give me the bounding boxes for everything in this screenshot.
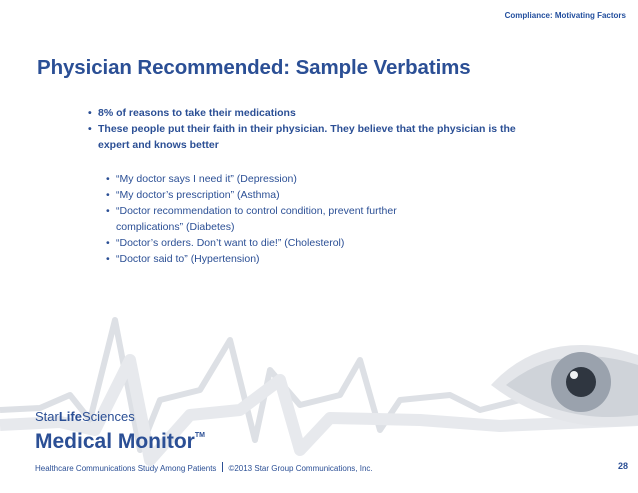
brand-product: Medical Monitor™ [35, 430, 205, 453]
section-label: Compliance: Motivating Factors [504, 11, 626, 20]
verbatim-item: • “My doctor’s prescription” (Asthma) [106, 187, 466, 203]
verbatim-list [106, 171, 466, 267]
brand-company: StarLifeSciences [35, 409, 135, 424]
eye-illustration [486, 330, 638, 430]
verbatim-item: • “Doctor said to” (Hypertension) [106, 251, 466, 267]
main-bullet: • These people put their faith in their physician. They believe that the physician is the expert and knows better [88, 121, 528, 153]
footer-study: Healthcare Communications Study Among Patients [35, 464, 217, 473]
slide-title: Physician Recommended: Sample Verbatims [37, 56, 471, 79]
main-bullet-list [88, 105, 528, 153]
verbatim-item: • “Doctor recommendation to control condition, prevent further complications” (Diabetes) [106, 203, 466, 235]
footer [35, 462, 373, 473]
page-number: 28 [617, 461, 628, 471]
verbatim-item: • “My doctor says I need it” (Depression) [106, 171, 466, 187]
footer-copyright: ©2013 Star Group Communications, Inc. [228, 464, 373, 473]
trademark-mark: TM [194, 432, 205, 439]
verbatim-item: • “Doctor’s orders. Don’t want to die!” (Cholesterol) [106, 235, 466, 251]
main-bullet: • 8% of reasons to take their medications [88, 105, 528, 121]
brand-logo [35, 409, 205, 454]
footer-separator [222, 462, 223, 472]
